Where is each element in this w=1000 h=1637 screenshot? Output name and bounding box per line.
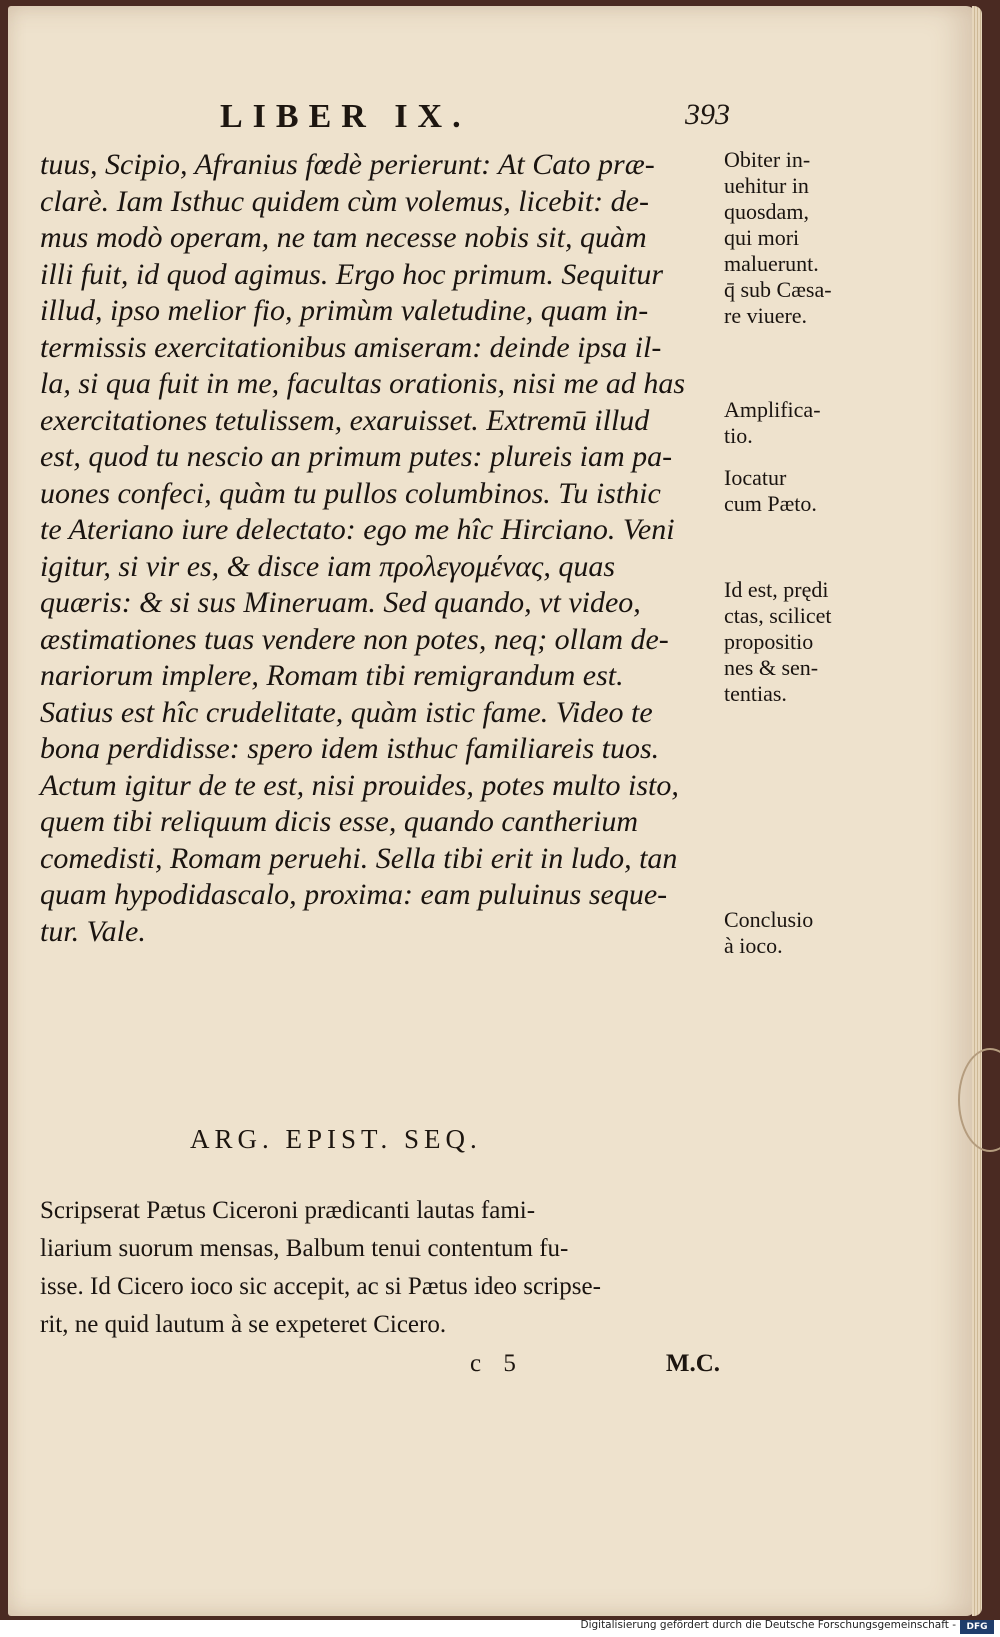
body-line: illud, ipso melior fio, primùm valetudine, quam in- <box>40 294 649 327</box>
margin-note-line: Iocatur <box>724 465 787 490</box>
body-line: bona perdidisse: spero idem isthuc familiareis tuos. <box>40 732 660 765</box>
argument-heading: ARG. EPIST. SEQ. <box>190 1124 482 1154</box>
margin-note-line: Obiter in- <box>724 147 811 172</box>
body-line: illi fuit, id quod agimus. Ergo hoc primum. Sequitur <box>40 257 664 291</box>
catchword: M.C. <box>665 1350 720 1377</box>
margin-note-line: Conclusio <box>724 907 814 932</box>
argument-line: Scripserat Pætus Ciceroni prædicanti lautas fami- <box>40 1197 536 1224</box>
margin-note-line: Amplifica- <box>724 397 821 422</box>
argument-line: liarium suorum mensas, Balbum tenui contentum fu- <box>40 1235 569 1262</box>
margin-note-line: cum Pæto. <box>724 491 817 516</box>
digitization-credit: Digitalisierung gefördert durch die Deutsche Forschungsgemeinschaft - <box>580 1619 956 1631</box>
body-line: est, quod tu nescio an primum putes: plureis iam pa- <box>40 440 673 473</box>
margin-note-obiter <box>724 147 874 329</box>
body-line: la, si qua fuit in me, facultas orationis, nisi me ad has <box>40 367 686 400</box>
margin-note-line: propositio <box>724 629 814 654</box>
margin-note-line: ctas, scilicet <box>724 603 832 628</box>
body-line: uones confeci, quàm tu pullos columbinos. Tu isthic <box>40 476 661 510</box>
body-line: igitur, si vir es, & disce iam προλεγομένας, quas <box>40 549 616 583</box>
body-line: comedisti, Romam peruehi. Sella tibi erit in ludo, tan <box>40 841 678 875</box>
page-header <box>150 98 730 138</box>
margin-note-line: uehitur in <box>724 173 809 198</box>
body-line: tuus, Scipio, Afranius fœdè perierunt: At Cato præ- <box>40 148 655 181</box>
page-number: 393 <box>685 98 730 131</box>
body-line: te Ateriano iure delectato: ego me hîc Hirciano. Veni <box>40 513 675 546</box>
body-line: nariorum implere, Romam tibi remigrandum est. <box>40 659 624 692</box>
body-line: quem tibi reliquum dicis esse, quando cantherium <box>40 805 638 838</box>
running-title: LIBER IX. <box>220 98 471 135</box>
margin-note-conclusio <box>724 907 874 959</box>
margin-note-line: quosdam, <box>724 199 809 224</box>
body-line: clarè. Iam Isthuc quidem cùm volemus, licebit: de- <box>40 184 649 218</box>
body-line: Satius est hîc crudelitate, quàm istic fame. Video te <box>40 695 653 729</box>
argument-line: rit, ne quid lautum à se expeteret Cicero. <box>40 1311 447 1338</box>
margin-note-iocatur <box>724 465 874 517</box>
margin-note-id-est <box>724 577 874 707</box>
margin-note-line: q̄ sub Cæsa- <box>724 277 832 302</box>
body-line: æstimationes tuas vendere non potes, neq; ollam de- <box>40 622 669 656</box>
body-line: termissis exercitationibus amiseram: deinde ipsa il- <box>40 330 662 364</box>
margin-note-line: tentias. <box>724 681 787 706</box>
margin-note-line: maluerunt. <box>724 251 819 276</box>
body-line: quam hypodidascalo, proxima: eam puluinus seque- <box>40 878 668 911</box>
margin-note-line: Id est, prędi <box>724 577 829 602</box>
body-line: tur. Vale. <box>40 914 146 948</box>
margin-note-line: à ioco. <box>724 933 783 958</box>
dfg-logo: DFG <box>960 1620 994 1634</box>
body-line: mus modò operam, ne tam necesse nobis sit, quàm <box>40 221 647 254</box>
body-line: exercitationes tetulissem, exaruisset. Extremū illud <box>40 403 650 437</box>
page-footer <box>40 1350 720 1380</box>
body-line: Actum igitur de te est, nisi prouides, potes multo isto, <box>40 768 679 802</box>
page-edge <box>972 6 982 1616</box>
margin-note-line: nes & sen- <box>724 655 819 680</box>
argument-line: isse. Id Cicero ioco sic accepit, ac si Pætus ideo scripse- <box>40 1273 601 1300</box>
margin-note-line: re viuere. <box>724 303 808 328</box>
argument-text <box>40 1192 720 1344</box>
body-text <box>40 147 720 950</box>
body-line: quæris: & si sus Mineruam. Sed quando, vt video, <box>40 586 641 619</box>
margin-note-line: qui mori <box>724 225 800 250</box>
margin-note-line: tio. <box>724 423 753 448</box>
margin-note-amplificatio <box>724 397 874 449</box>
signature-mark: c 5 <box>470 1350 524 1377</box>
